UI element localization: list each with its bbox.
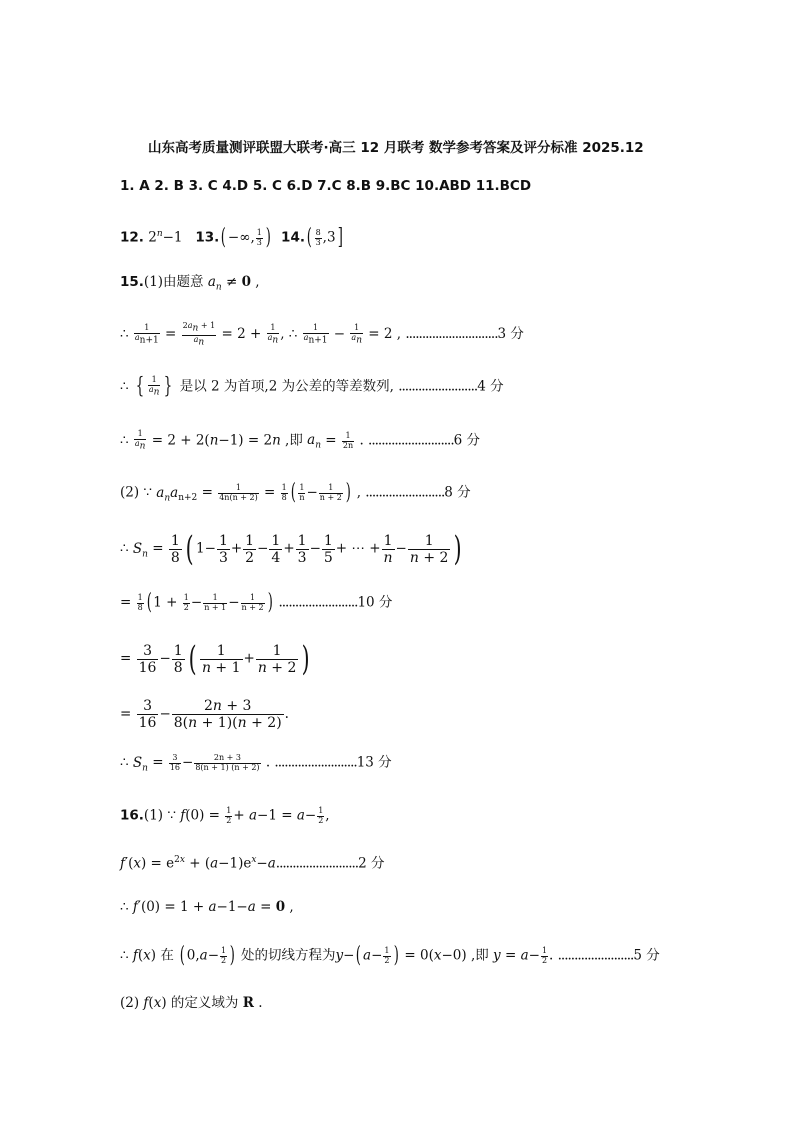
q16-f0: 16.(1) ∵ f(0) = $\frac{1}{2}$ + a−1 = a− $\frac{1}{2}$ , xyxy=(120,806,330,825)
score-13: 13 分 xyxy=(356,754,392,771)
q16-derivative: $f'(x) = e^{2x} + (a-1)e^x-a.........................2$ 分 xyxy=(120,855,385,872)
q15-sum-expand: ∴ $S_n$ = $\frac{1}{8}$ ( 1− $\frac{1}{3}$ + $\frac{1}{2}$ − $\frac{1}{4}$ + $\frac{1}{3}$ − $\frac{1}{5}$ + ⋯ + $\frac{1}{n}$ − $\frac{1}{n + 2}$ ) xyxy=(120,529,463,569)
q16-tangent: ∴ f(x) 在 ( 0,a− $\frac{1}{2}$ ) 处的切线方程为y−( a− $\frac{1}{2}$ ) = 0(x−0) ,即 y = a− $\frac{1}{2}$ . .......................5 分 xyxy=(120,943,660,968)
q16-f-prime-0: ∴ f′(0) = 1 + a−1−a = 0 , xyxy=(120,899,294,915)
score-2: 2 分 xyxy=(358,855,385,872)
q15-sum-step4: = $\frac{3}{16}$ − $\frac{2n + 3}{8(n + 1)(n + 2)}$ . xyxy=(120,698,289,731)
q16-part2-domain: (2) f(x) 的定义域为 R . xyxy=(120,995,263,1011)
q15-general-term: ∴ $\frac{1}{a_n}$ = 2 + 2(n−1) = 2n ,即 $a_n$ = $\frac{1}{2n}$ . ..........................6 分 xyxy=(120,429,480,452)
score-8: 8 分 xyxy=(444,484,471,501)
q15-part1-intro: 15.(1)由题意 $a_n \ne 0$ , xyxy=(120,274,260,293)
score-3: 3 分 xyxy=(497,326,524,343)
q15-part2-product: (2) ∵ $a_na_{n+2}$ = $\frac{1}{4n(n + 2)}$ = $\frac{1}{8}$ ( $\frac{1}{n}$ − $\frac{1}{n + 2}$ ) , ........................8 分 xyxy=(120,480,471,505)
score-6: 6 分 xyxy=(453,432,480,449)
page-title: 山东高考质量测评联盟大联考·高三 12 月联考 数学参考答案及评分标准 2025.12 xyxy=(148,140,644,156)
q15-sum-simplify: = $\frac{1}{8}$ ( 1 + $\frac{1}{2}$ − $\frac{1}{n + 1}$ − $\frac{1}{n + 2}$ ) ........................10 分 xyxy=(120,590,393,615)
choice-answers: 1. A 2. B 3. C 4.D 5. C 6.D 7.C 8.B 9.BC 10.ABD 11.BCD xyxy=(120,178,532,194)
fill-answers: 12. $2^n-1$ 13.( −∞, $\frac{1}{3}$ ) 14.( $\frac{8}{3}$ ,3] xyxy=(120,225,343,250)
q15-recurrence: ∴ $\frac{1}{a_{n+1}}$ = $\frac{2a_n + 1}{a_n}$ = 2 + $\frac{1}{a_n}$ , ∴ $\frac{1}{a_{n+1}}$ − $\frac{1}{a_n}$ = 2 , ............................3 分 xyxy=(120,321,524,348)
score-4: 4 分 xyxy=(477,378,504,395)
q15-sum-final: ∴ $S_n$ = $\frac{3}{16}$ − $\frac{2n + 3}{8(n + 1) (n + 2)}$ . .........................13 分 xyxy=(120,753,392,774)
score-10: 10 分 xyxy=(357,594,393,611)
score-5: 5 分 xyxy=(633,947,660,964)
q15-sequence-text: 是以 2 为首项,2 为公差的等差数列, xyxy=(179,378,394,395)
q15-sequence: ∴ { $\frac{1}{a_n}$ } 是以 2 为首项,2 为公差的等差数列, ........................4 分 xyxy=(120,374,504,399)
q15-sum-step3: = $\frac{3}{16}$ − $\frac{1}{8}$ ( $\frac{1}{n + 1}$ + $\frac{1}{n + 2}$ ) xyxy=(120,639,311,679)
